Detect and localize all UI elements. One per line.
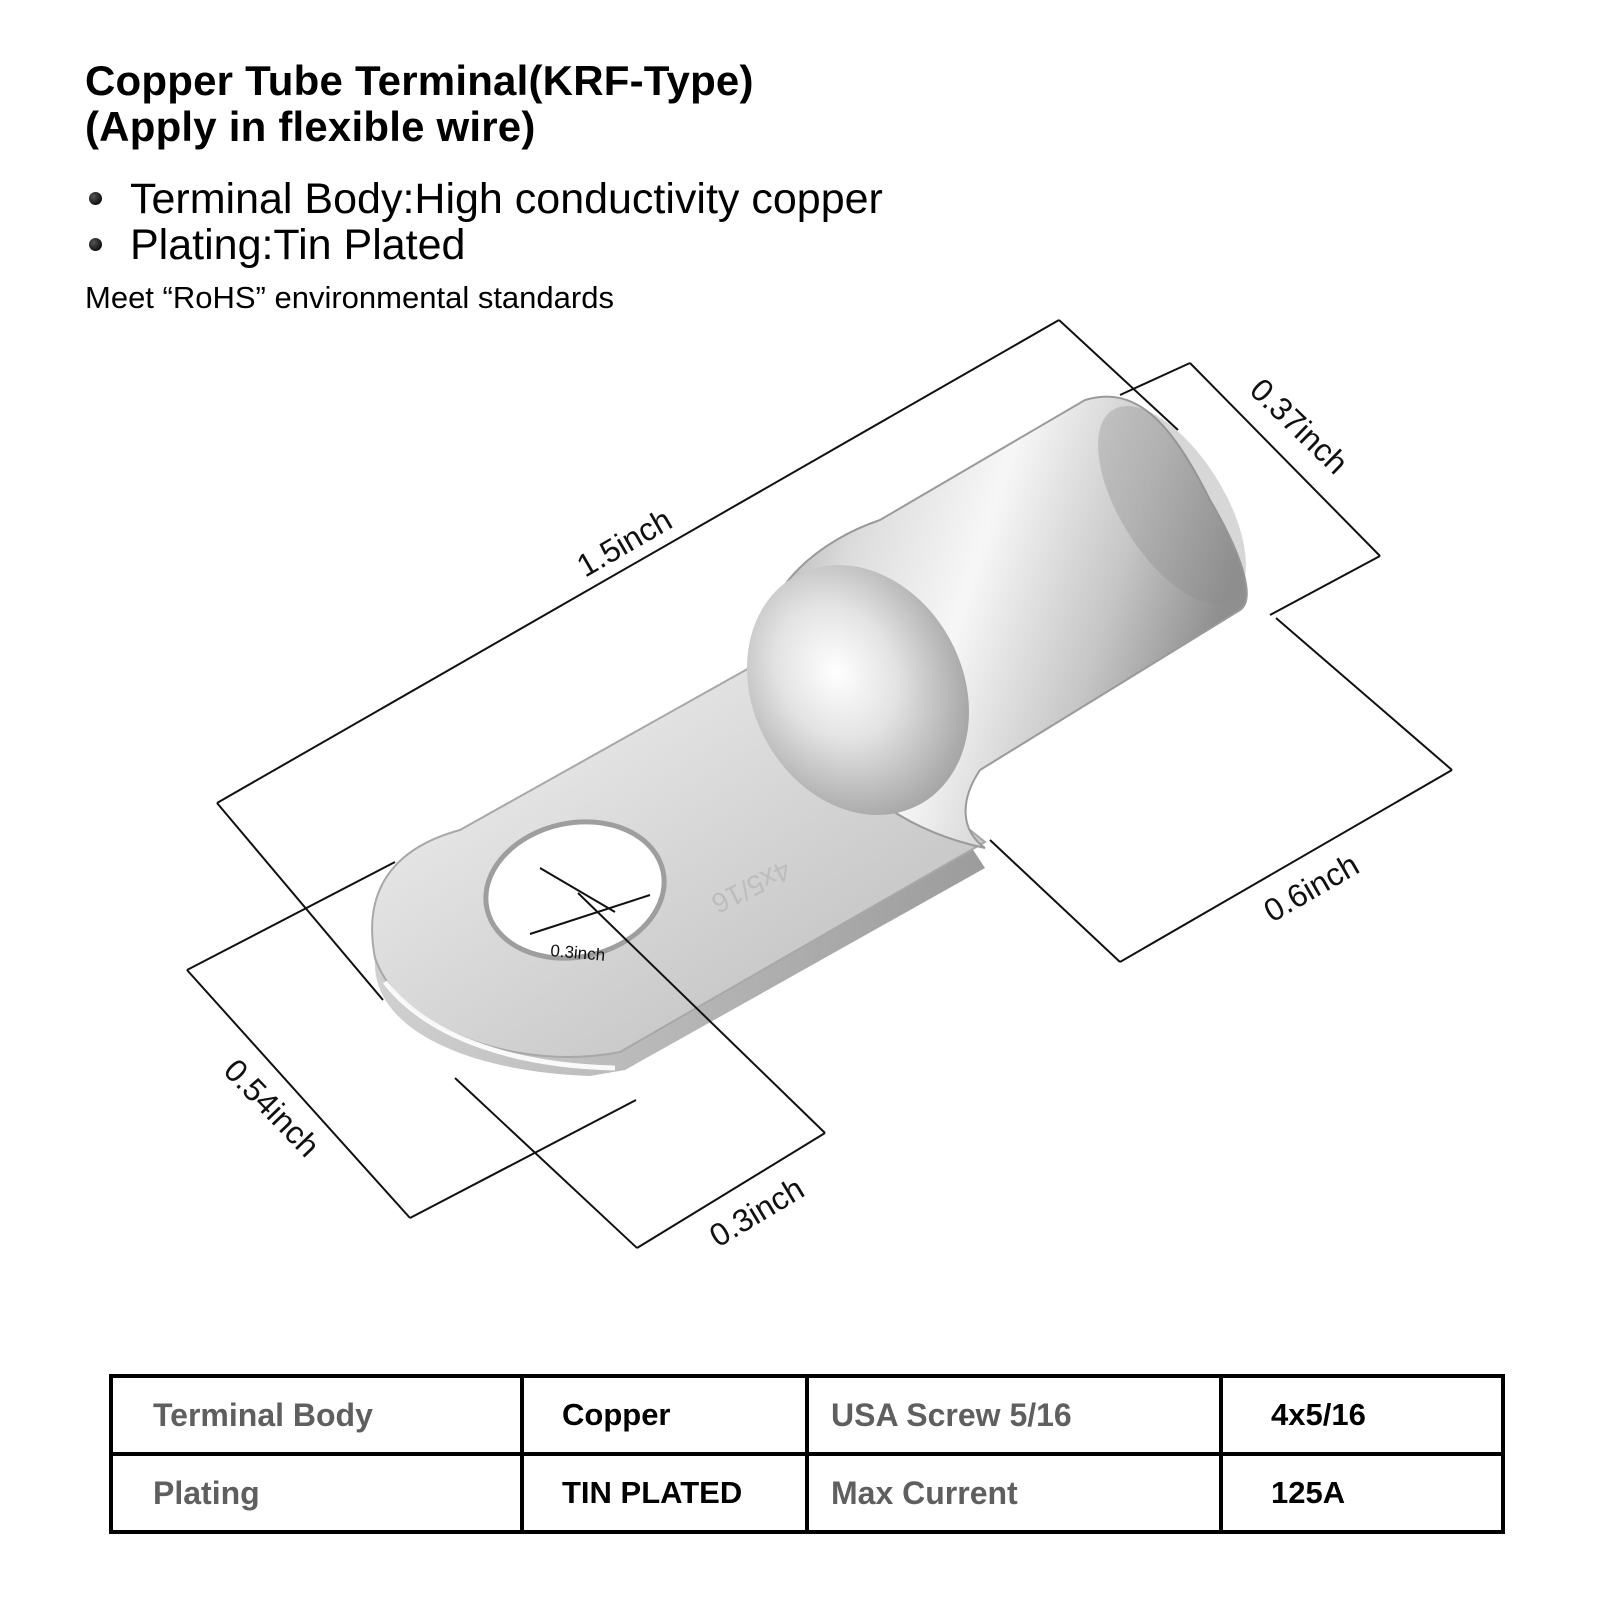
spec-label-plating: Plating xyxy=(111,1454,522,1532)
product-title-line2: (Apply in flexible wire) xyxy=(85,103,536,150)
dim-hole-dia-label: 0.3inch xyxy=(549,941,606,965)
spec-value-plating: TIN PLATED xyxy=(522,1454,807,1532)
feature-list xyxy=(85,176,883,268)
feature-item xyxy=(85,222,883,268)
dim-barrel-len-line xyxy=(1120,770,1452,962)
dim-barrel-len-ext-left xyxy=(990,840,1120,962)
dim-barrel-len-label: 0.6inch xyxy=(1257,846,1365,930)
dim-hole-offset-ext-left xyxy=(455,1078,637,1248)
dim-tongue-width-label: 0.54inch xyxy=(216,1051,327,1164)
size-stamp: 4x5/16 xyxy=(706,854,796,920)
copper-tube-terminal xyxy=(372,382,1275,1076)
feature-text: Plating:Tin Plated xyxy=(130,221,466,269)
spec-value-max-current: 125A xyxy=(1221,1454,1503,1532)
table-row xyxy=(111,1376,1503,1454)
spec-label-terminal-body: Terminal Body xyxy=(111,1376,522,1454)
product-title-line1: Copper Tube Terminal(KRF-Type) xyxy=(85,57,754,104)
spec-label-usa-screw: USA Screw 5/16 xyxy=(807,1376,1221,1454)
dim-barrel-dia-label: 0.37inch xyxy=(1243,371,1356,482)
spec-table xyxy=(109,1374,1505,1534)
spec-label-max-current: Max Current xyxy=(807,1454,1221,1532)
feature-item xyxy=(85,176,883,222)
dim-barrel-dia-ext-bottom xyxy=(1270,556,1380,615)
dim-tongue-width-ext-bottom xyxy=(410,1100,636,1218)
dim-hole-offset-label: 0.3inch xyxy=(703,1169,811,1255)
dim-length-ext-left xyxy=(217,803,383,1000)
dim-barrel-len-ext-right xyxy=(1276,618,1452,770)
dim-length-label: 1.5inch xyxy=(570,501,678,585)
bullet-icon xyxy=(89,192,102,205)
product-title xyxy=(85,58,754,150)
rohs-note: Meet “RoHS” environmental standards xyxy=(85,280,614,315)
dim-barrel-dia-ext-top xyxy=(1120,363,1190,395)
feature-text: Terminal Body:High conductivity copper xyxy=(130,175,883,223)
bullet-icon xyxy=(89,238,102,251)
table-row xyxy=(111,1454,1503,1532)
dim-tongue-width-line xyxy=(187,970,410,1218)
spec-value-usa-screw: 4x5/16 xyxy=(1221,1376,1503,1454)
terminal-dimension-drawing xyxy=(0,300,1600,1260)
dim-tongue-width-ext-top xyxy=(187,862,395,970)
spec-value-terminal-body: Copper xyxy=(522,1376,807,1454)
